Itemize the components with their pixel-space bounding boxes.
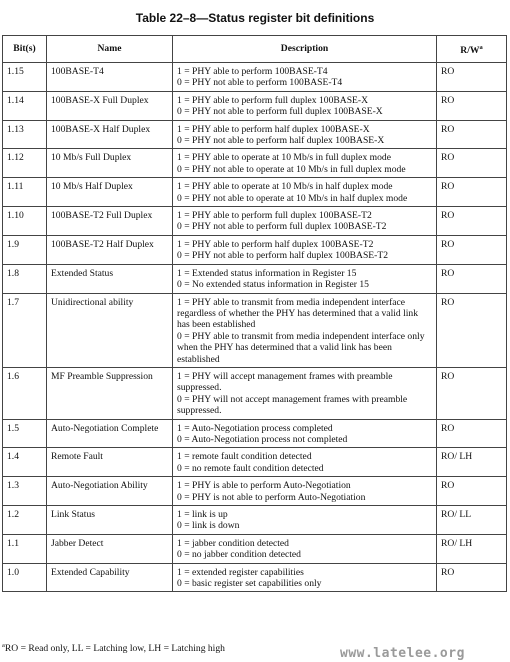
description-line: 1 = PHY able to perform full duplex 100BASE-T2	[177, 210, 372, 222]
description-line: 1 = PHY able to perform full duplex 100BASE-X	[177, 94, 369, 106]
bit-cell: 1.3	[3, 477, 47, 506]
rw-cell: RO	[437, 63, 507, 92]
description-cell	[173, 563, 437, 592]
footnote-text: RO = Read only, LL = Latching low, LH = Latching high	[4, 643, 225, 654]
name-cell: Auto-Negotiation Complete	[47, 419, 173, 448]
rw-cell: RO	[437, 235, 507, 264]
description-cell	[173, 506, 437, 535]
bit-cell: 1.2	[3, 506, 47, 535]
rw-cell: RO	[437, 293, 507, 367]
watermark: www.latelee.org	[340, 646, 465, 661]
rw-cell: RO	[437, 563, 507, 592]
name-cell: Remote Fault	[47, 448, 173, 477]
description-line: 0 = No extended status information in Register 15	[177, 279, 369, 291]
bit-cell: 1.14	[3, 91, 47, 120]
rw-cell: RO	[437, 419, 507, 448]
name-cell: MF Preamble Suppression	[47, 367, 173, 419]
header-description: Description	[173, 36, 437, 63]
description-line: 1 = Extended status information in Register 15	[177, 267, 357, 279]
description-line: 1 = PHY able to transmit from media independent interface regardless of whether the PHY has determined that a valid link has been established	[177, 296, 419, 331]
bit-cell: 1.12	[3, 149, 47, 178]
name-cell: Unidirectional ability	[47, 293, 173, 367]
description-line: 0 = PHY not able to perform full duplex 100BASE-X	[177, 106, 383, 118]
name-cell: 10 Mb/s Half Duplex	[47, 178, 173, 207]
description-line: 1 = PHY able to operate at 10 Mb/s in full duplex mode	[177, 152, 391, 164]
header-rw	[437, 36, 507, 63]
description-line: 1 = Auto-Negotiation process completed	[177, 422, 333, 434]
description-line: 1 = PHY able to perform 100BASE-T4	[177, 66, 328, 77]
name-cell: Jabber Detect	[47, 534, 173, 563]
description-line: 1 = remote fault condition detected	[177, 451, 312, 463]
description-line: 0 = PHY able to transmit from media independent interface only when the PHY has determined that a valid link has been established	[177, 330, 425, 365]
description-cell	[173, 63, 437, 92]
bit-cell: 1.10	[3, 207, 47, 236]
description-cell	[173, 207, 437, 236]
bit-cell: 1.7	[3, 293, 47, 367]
rw-cell: RO/ LH	[437, 534, 507, 563]
table-row	[3, 120, 507, 149]
bit-cell: 1.15	[3, 63, 47, 92]
description-line: 0 = PHY not able to perform half duplex 100BASE-X	[177, 135, 385, 147]
table-row	[3, 178, 507, 207]
bit-cell: 1.1	[3, 534, 47, 563]
description-line: 1 = PHY able to perform half duplex 100BASE-T2	[177, 238, 374, 250]
bit-cell: 1.9	[3, 235, 47, 264]
name-cell: 100BASE-X Full Duplex	[47, 91, 173, 120]
name-cell: Link Status	[47, 506, 173, 535]
footnote	[2, 643, 225, 654]
description-line: 1 = PHY is able to perform Auto-Negotiation	[177, 480, 351, 492]
name-cell: Extended Status	[47, 264, 173, 293]
description-line: 0 = PHY not able to perform half duplex 100BASE-T2	[177, 250, 389, 262]
bit-cell: 1.5	[3, 419, 47, 448]
table-row	[3, 235, 507, 264]
description-line: 0 = PHY is not able to perform Auto-Negotiation	[177, 491, 366, 503]
rw-cell: RO	[437, 178, 507, 207]
bit-cell: 1.13	[3, 120, 47, 149]
header-bits: Bit(s)	[3, 36, 47, 63]
name-cell: Extended Capability	[47, 563, 173, 592]
description-line: 1 = PHY able to perform half duplex 100BASE-X	[177, 123, 370, 135]
description-line: 1 = extended register capabilities	[177, 566, 304, 578]
bit-cell: 1.6	[3, 367, 47, 419]
description-cell	[173, 91, 437, 120]
description-cell	[173, 367, 437, 419]
description-cell	[173, 448, 437, 477]
table-row	[3, 477, 507, 506]
rw-cell: RO	[437, 477, 507, 506]
description-cell	[173, 419, 437, 448]
description-line: 0 = PHY not able to perform 100BASE-T4	[177, 77, 343, 89]
rw-cell: RO	[437, 207, 507, 236]
description-line: 0 = Auto-Negotiation process not completed	[177, 433, 348, 445]
footnote-marker: a	[2, 642, 5, 649]
header-name: Name	[47, 36, 173, 63]
description-line: 0 = PHY not able to perform full duplex 100BASE-T2	[177, 221, 387, 233]
rw-cell: RO/ LH	[437, 448, 507, 477]
description-line: 0 = no jabber condition detected	[177, 549, 301, 561]
description-cell	[173, 293, 437, 367]
description-line: 0 = PHY not able to operate at 10 Mb/s in half duplex mode	[177, 192, 408, 204]
table-row	[3, 264, 507, 293]
name-cell: 100BASE-X Half Duplex	[47, 120, 173, 149]
table-title: Table 22–8—Status register bit definitions	[135, 11, 375, 25]
table-row	[3, 534, 507, 563]
table-row	[3, 293, 507, 367]
status-register-table	[2, 35, 507, 592]
rw-cell: RO	[437, 149, 507, 178]
table-row	[3, 448, 507, 477]
rw-cell: RO	[437, 367, 507, 419]
description-line: 1 = PHY able to operate at 10 Mb/s in half duplex mode	[177, 181, 393, 193]
rw-cell: RO	[437, 91, 507, 120]
description-line: 0 = no remote fault condition detected	[177, 462, 324, 474]
rw-cell: RO/ LL	[437, 506, 507, 535]
name-cell: 100BASE-T4	[47, 63, 173, 92]
bit-cell: 1.4	[3, 448, 47, 477]
name-cell: Auto-Negotiation Ability	[47, 477, 173, 506]
description-cell	[173, 178, 437, 207]
table-row	[3, 207, 507, 236]
table-row	[3, 63, 507, 92]
name-cell: 10 Mb/s Full Duplex	[47, 149, 173, 178]
rw-cell: RO	[437, 264, 507, 293]
description-line: 0 = link is down	[177, 520, 240, 532]
table-row	[3, 506, 507, 535]
table-row	[3, 149, 507, 178]
bit-cell: 1.11	[3, 178, 47, 207]
description-cell	[173, 477, 437, 506]
description-line: 0 = basic register set capabilities only	[177, 578, 322, 590]
name-cell: 100BASE-T2 Full Duplex	[47, 207, 173, 236]
description-line: 0 = PHY not able to operate at 10 Mb/s in full duplex mode	[177, 163, 406, 175]
table-header-row	[3, 36, 507, 63]
description-line: 0 = PHY will not accept management frames with preamble suppressed.	[177, 393, 408, 417]
description-line: 1 = jabber condition detected	[177, 537, 289, 549]
table-row	[3, 367, 507, 419]
bit-cell: 1.0	[3, 563, 47, 592]
description-cell	[173, 149, 437, 178]
header-rw-label: R/W	[460, 44, 480, 56]
description-line: 1 = link is up	[177, 509, 228, 520]
bit-cell: 1.8	[3, 264, 47, 293]
table-row	[3, 563, 507, 592]
header-rw-footnote-marker: a	[479, 43, 483, 51]
table-row	[3, 91, 507, 120]
table-body	[3, 63, 507, 592]
description-cell	[173, 534, 437, 563]
description-cell	[173, 235, 437, 264]
description-cell	[173, 264, 437, 293]
description-cell	[173, 120, 437, 149]
table-row	[3, 419, 507, 448]
name-cell: 100BASE-T2 Half Duplex	[47, 235, 173, 264]
description-line: 1 = PHY will accept management frames with preamble suppressed.	[177, 370, 393, 394]
rw-cell: RO	[437, 120, 507, 149]
